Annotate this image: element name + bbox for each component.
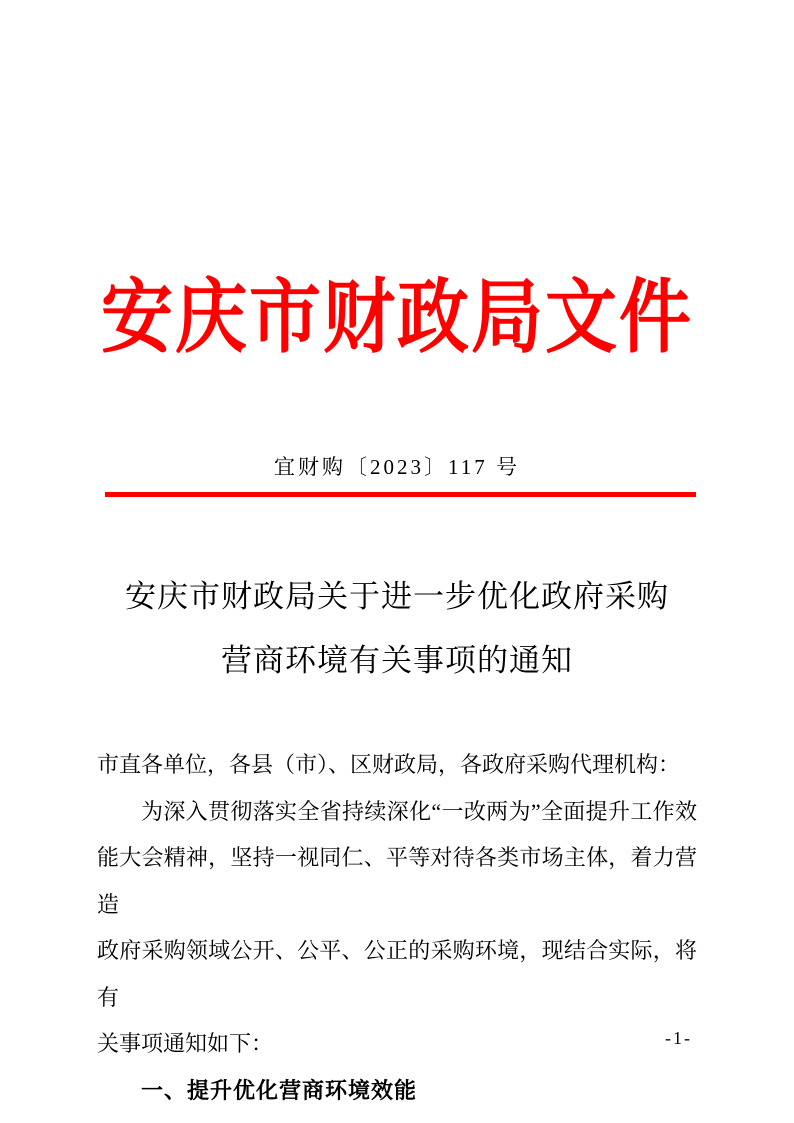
- red-divider-line: [105, 492, 696, 497]
- document-title: [0, 565, 794, 693]
- paragraph-line: 关事项通知如下：: [97, 1031, 274, 1056]
- document-body: [97, 742, 697, 1114]
- paragraph-line: 政府采购领域公开、公平、公正的采购环境，现结合实际，将有: [97, 938, 697, 1010]
- agency-letterhead-title: 安庆市财政局文件: [100, 273, 693, 363]
- page-number: -1-: [665, 1028, 692, 1048]
- section-heading: 一、提升优化营商环境效能: [141, 1077, 418, 1103]
- salutation-line: 市直各单位，各县（市）、区财政局，各政府采购代理机构：: [97, 752, 681, 777]
- paragraph-line: 能大会精神，坚持一视同仁、平等对待各类市场主体，着力营造: [97, 845, 697, 917]
- document-reference-number: 宜财购〔2023〕117 号: [274, 455, 520, 479]
- document-title-line1: 安庆市财政局关于进一步优化政府采购: [125, 579, 669, 614]
- paragraph-line: 为深入贯彻落实全省持续深化“一改两为”全面提升工作效: [141, 798, 697, 824]
- document-title-line2: 营商环境有关事项的通知: [221, 643, 573, 678]
